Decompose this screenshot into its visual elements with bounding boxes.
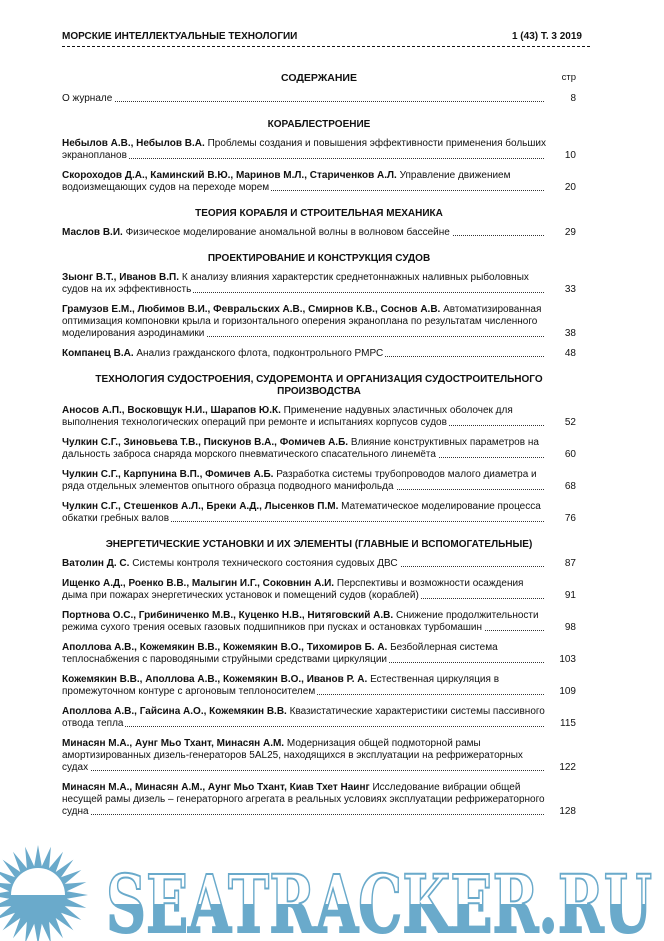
sun-logo-icon	[0, 845, 88, 941]
entry-authors: Аполлова А.В., Кожемякин В.В., Кожемякин В.О., Тихомиров Б. А.	[62, 642, 388, 653]
entry-title: Квазистатические характеристики системы пассивного отвода тепла	[62, 706, 545, 729]
entry-authors: Аполлова А.В., Гайсина А.О., Кожемякин В.В.	[62, 706, 287, 717]
toc-entry	[62, 558, 576, 570]
entry-line	[62, 304, 541, 339]
entry-text	[62, 469, 547, 493]
entry-page-number: 103	[559, 654, 576, 665]
entry-text	[62, 558, 547, 570]
entry-authors: Аносов А.П., Восковщук Н.И., Шарапов Ю.К.	[62, 405, 281, 416]
entry-title: Безбойлерная система теплоснабжения с пароводяными струйными средствами циркуляции	[62, 642, 498, 665]
watermark-text: SEATRACKER.RU	[106, 857, 652, 941]
entry-text	[62, 578, 547, 602]
entry-text	[62, 138, 547, 162]
toc-entry	[62, 304, 576, 340]
entry-page-number: 98	[564, 622, 576, 633]
entry-title: Разработка системы трубопроводов малого диаметра и ряда отдельных элементов опытного образца подводного манифольда	[62, 469, 537, 492]
dot-leader	[62, 101, 544, 102]
entry-authors: Минасян М.А., Минасян А.М., Аунг Мьо Тхант, Киав Тхет Наинг	[62, 782, 370, 793]
entry-title: Перспективы и возможности осаждения дыма при пожарах энергетических установок и помещений судов (кораблей)	[62, 578, 524, 601]
dot-leader	[62, 726, 544, 727]
entry-title: Автоматизированная оптимизация компоновки крыла и горизонтального оперения экраноплана по результатам численного моделирования аэродинамики	[62, 304, 542, 339]
entry-page-number: 76	[564, 513, 576, 524]
entry-page-number: 87	[564, 558, 576, 569]
entry-authors: Грамузов Е.М., Любимов В.И., Февральских А.В., Смирнов К.В., Соснов А.В.	[62, 304, 441, 315]
seatracker-watermark	[0, 840, 664, 941]
entry-text	[62, 227, 547, 239]
entry-authors: Маслов В.И.	[62, 227, 123, 238]
entry-text	[62, 782, 547, 818]
toc-entry	[62, 272, 576, 296]
entry-text	[62, 674, 547, 698]
section-heading: ТЕОРИЯ КОРАБЛЯ И СТРОИТЕЛЬНАЯ МЕХАНИКА	[195, 208, 443, 219]
entry-authors: Портнова О.С., Грибиниченко М.В., Куценко Н.В., Нитяговский А.В.	[62, 610, 394, 621]
entry-authors: Компанец В.А.	[62, 348, 134, 359]
entry-line	[62, 782, 545, 817]
entry-page-number: 115	[560, 718, 576, 729]
entry-text	[62, 642, 547, 666]
toc-entry	[62, 782, 576, 818]
entry-text	[62, 272, 547, 296]
entry-page-number: 38	[564, 328, 576, 339]
entry-line	[62, 558, 400, 569]
toc-entry	[62, 578, 576, 602]
entry-text	[62, 170, 547, 194]
entry-authors: Небылов А.В., Небылов В.А.	[62, 138, 205, 149]
entry-line	[62, 348, 385, 359]
entry-authors: Чулкин С.Г., Зиновьева Т.В., Пискунов В.А., Фомичев А.Б.	[62, 437, 349, 448]
toc-entry	[62, 93, 576, 105]
entry-text	[62, 304, 547, 340]
entry-authors: Ватолин Д. С.	[62, 558, 130, 569]
entry-text	[62, 706, 547, 730]
entry-page-number: 8	[570, 93, 576, 104]
toc-entry	[62, 738, 576, 774]
table-of-contents	[62, 72, 576, 826]
entry-title: Применение надувных эластичных оболочек для выполнения технологических операций при ремонте и испытаниях корпусов судов	[62, 405, 513, 428]
entry-text	[62, 348, 547, 360]
dot-leader	[62, 814, 544, 815]
entry-line	[62, 93, 114, 104]
entry-page-number: 10	[564, 150, 576, 161]
toc-title: СОДЕРЖАНИЕ	[281, 72, 357, 84]
section-heading: ЭНЕРГЕТИЧЕСКИЕ УСТАНОВКИ И ИХ ЭЛЕМЕНТЫ (ГЛАВНЫЕ И ВСПОМОГАТЕЛЬНЫЕ)	[105, 539, 533, 550]
entry-title: О журнале	[62, 93, 113, 104]
toc-title-row	[62, 72, 576, 84]
running-header	[62, 31, 588, 42]
entry-text	[62, 738, 547, 774]
entry-title: Проблемы создания и повышения эффективности применения больших экранопланов	[62, 138, 546, 161]
section-heading: ПРОЕКТИРОВАНИЕ И КОНСТРУКЦИЯ СУДОВ	[207, 253, 431, 264]
entry-page-number: 128	[559, 806, 576, 817]
entry-line	[62, 227, 452, 238]
entry-text	[62, 437, 547, 461]
entry-authors: Зыонг В.Т., Иванов В.П.	[62, 272, 180, 283]
entry-title: Физическое моделирование аномальной волны в волновом бассейне	[125, 227, 450, 238]
entry-authors: Кожемякин В.В., Аполлова А.В., Кожемякин В.О., Иванов Р. А.	[62, 674, 368, 685]
entry-title: Естественная циркуляция в промежуточном контуре с аргоновым теплоносителем	[62, 674, 500, 697]
entry-title: Управление движением водоизмещающих судов на переходе морем	[62, 170, 511, 193]
entry-page-number: 33	[564, 284, 576, 295]
entry-text	[62, 610, 547, 634]
entry-title: К анализу влияния характерстик среднетоннажных наливных рыболовных судов на их эффективность	[62, 272, 529, 295]
toc-entry	[62, 610, 576, 634]
entry-authors: Чулкин С.Г., Карпунина В.П., Фомичев А.Б.	[62, 469, 274, 480]
toc-entry	[62, 227, 576, 239]
toc-entry	[62, 348, 576, 360]
toc-entry	[62, 437, 576, 461]
entry-line	[62, 610, 539, 633]
toc-entry	[62, 501, 576, 525]
entry-title: Анализ гражданского флота, подконтрольного РМРС	[136, 348, 384, 359]
entry-authors: Минасян М.А., Аунг Мьо Тхант, Минасян А.М.	[62, 738, 285, 749]
dot-leader	[62, 770, 544, 771]
entry-page-number: 91	[564, 590, 576, 601]
entry-authors: Ищенко А.Д., Роенко В.В., Малыгин И.Г., Соковнин А.И.	[62, 578, 335, 589]
entry-page-number: 60	[564, 449, 576, 460]
section-heading: ТЕХНОЛОГИЯ СУДОСТРОЕНИЯ, СУДОРЕМОНТА И ОРГАНИЗАЦИЯ СУДОСТРОИТЕЛЬНОГО ПРОИЗВОДСТВА	[95, 374, 543, 397]
entry-authors: Скороходов Д.А., Каминский В.Ю., Маринов М.Л., Стариченков А.Л.	[62, 170, 397, 181]
entry-text	[62, 93, 547, 105]
entry-page-number: 68	[564, 481, 576, 492]
entry-page-number: 48	[564, 348, 576, 359]
entry-page-number: 29	[564, 227, 576, 238]
entry-text	[62, 501, 547, 525]
entry-authors: Чулкин С.Г., Стешенков А.Л., Бреки А.Д., Лысенков П.М.	[62, 501, 339, 512]
page-column-label: стр	[561, 72, 576, 83]
entry-line	[62, 738, 523, 773]
entry-line	[62, 405, 513, 428]
entry-page-number: 52	[564, 417, 576, 428]
journal-name: МОРСКИЕ ИНТЕЛЛЕКТУАЛЬНЫЕ ТЕХНОЛОГИИ	[62, 31, 298, 42]
entry-text	[62, 405, 547, 429]
entry-title: Системы контроля технического состояния судовых ДВС	[132, 558, 398, 569]
issue-number: 1 (43) Т. 3 2019	[511, 31, 582, 42]
toc-entry	[62, 138, 576, 162]
entry-title: Математическое моделирование процесса обкатки гребных валов	[62, 501, 541, 524]
dot-leader	[62, 158, 544, 159]
entry-title: Снижение продолжительности режима сухого трения осевых газовых подшипников при пусках и остановках турбомашин	[62, 610, 539, 633]
entry-title: Влияние конструктивных параметров на дальность заброса снаряда морского пневматического спасательного линемёта	[62, 437, 539, 460]
header-divider	[62, 46, 590, 47]
entry-page-number: 122	[559, 762, 576, 773]
entry-page-number: 109	[559, 686, 576, 697]
toc-entry	[62, 674, 576, 698]
section-heading: КОРАБЛЕСТРОЕНИЕ	[267, 119, 371, 130]
entry-title: Модернизация общей подмоторной рамы амортизированных дизель-генераторов 5AL25, находящихся в эксплуатации на рефрижераторных судах	[62, 738, 523, 773]
toc-entry	[62, 170, 576, 194]
toc-entry	[62, 706, 576, 730]
toc-entry	[62, 642, 576, 666]
entry-title: Исследование вибрации общей несущей рамы дизель – генераторного агрегата в реальных условиях эксплуатации рефрижераторного судна	[62, 782, 545, 817]
entry-page-number: 20	[564, 182, 576, 193]
toc-entry	[62, 405, 576, 429]
toc-entry	[62, 469, 576, 493]
